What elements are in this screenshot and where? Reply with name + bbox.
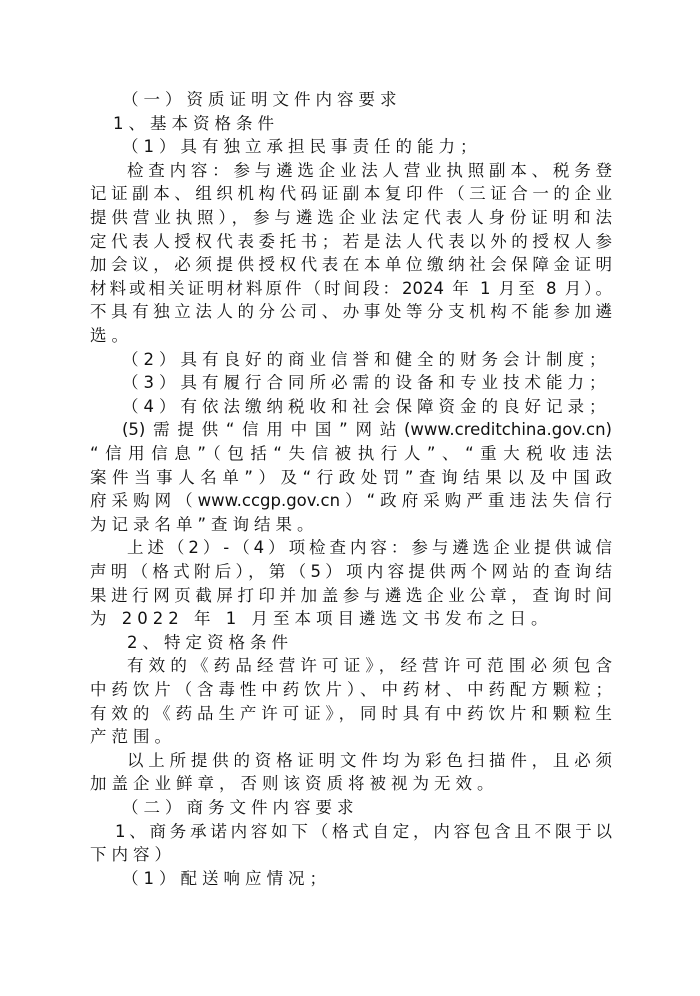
paragraph-line: 1、商务承诺内容如下（格式自定，内容包含且不限于以 bbox=[115, 821, 612, 841]
list-item: (5)需提供“信用中国”网站(www.creditchina.gov.cn) bbox=[122, 420, 612, 440]
paragraph-line: 产范围。 bbox=[90, 727, 176, 747]
paragraph-line: 中药饮片（含毒性中药饮片）、中药材、中药配方颗粒； bbox=[90, 680, 612, 699]
paragraph-line: 为记录名单”查询结果。 bbox=[90, 514, 319, 534]
paragraph-line: 记证副本、组织机构代码证副本复印件（三证合一的企业 bbox=[90, 184, 612, 204]
paragraph-line: 有效的《药品生产许可证》，同时具有中药饮片和颗粒生 bbox=[90, 703, 612, 723]
paragraph-line: 上述（2）-（4）项检查内容：参与遴选企业提供诚信 bbox=[127, 538, 612, 558]
list-item: （3）具有履行合同所必需的设备和专业技术能力； bbox=[122, 373, 611, 393]
paragraph-line: 不具有独立法人的分公司、办事处等分支机构不能参加遴 bbox=[90, 302, 612, 322]
paragraph-line: 定代表人授权代表委托书；若是法人代表以外的授权人参 bbox=[90, 231, 612, 251]
paragraph-line: 案件当事人名单”）及“行政处罚”查询结果以及中国政 bbox=[90, 467, 612, 487]
subsection-heading: 2、特定资格条件 bbox=[127, 632, 293, 652]
paragraph-line: 检查内容：参与遴选企业法人营业执照副本、税务登 bbox=[127, 160, 612, 180]
paragraph-line: 以上所提供的资格证明文件均为彩色扫描件，且必须 bbox=[127, 750, 612, 770]
paragraph-line: 加盖企业鲜章，否则该资质将被视为无效。 bbox=[90, 774, 499, 794]
list-item: （4）有依法缴纳税收和社会保障资金的良好记录； bbox=[122, 396, 611, 416]
paragraph-line: 有效的《药品经营许可证》，经营许可范围必须包含 bbox=[127, 656, 612, 676]
list-item: （1）具有独立承担民事责任的能力； bbox=[122, 137, 482, 157]
list-item: （1）配送响应情况； bbox=[122, 868, 331, 888]
section-heading: （一）资质证明文件内容要求 bbox=[122, 90, 402, 109]
subsection-heading: 1、基本资格条件 bbox=[113, 113, 279, 133]
paragraph-line: “信用信息”（包括“失信被执行人”、“重大税收违法 bbox=[90, 444, 612, 463]
paragraph-line: 材料或相关证明材料原件（时间段：2024 年 1 月至 8 月）。 bbox=[90, 278, 612, 298]
paragraph-line: 加会议，必须提供授权代表在本单位缴纳社会保障金证明 bbox=[90, 255, 612, 275]
paragraph-line: 选。 bbox=[90, 326, 133, 345]
list-item: （2）具有良好的商业信誉和健全的财务会计制度； bbox=[122, 349, 611, 369]
paragraph-line: 果进行网页截屏打印并加盖参与遴选企业公章，查询时间 bbox=[90, 585, 612, 605]
paragraph-line: 府采购网（www.ccgp.gov.cn）“政府采购严重违法失信行 bbox=[90, 491, 612, 511]
paragraph-line: 提供营业执照），参与遴选企业法定代表人身份证明和法 bbox=[90, 208, 612, 227]
section-heading: （二）商务文件内容要求 bbox=[122, 798, 359, 817]
paragraph-line: 声明（格式附后），第（5）项内容提供两个网站的查询结 bbox=[90, 562, 612, 581]
paragraph-line: 为 2022 年 1 月至本项目遴选文书发布之日。 bbox=[90, 609, 553, 629]
paragraph-line: 下内容） bbox=[90, 845, 176, 865]
